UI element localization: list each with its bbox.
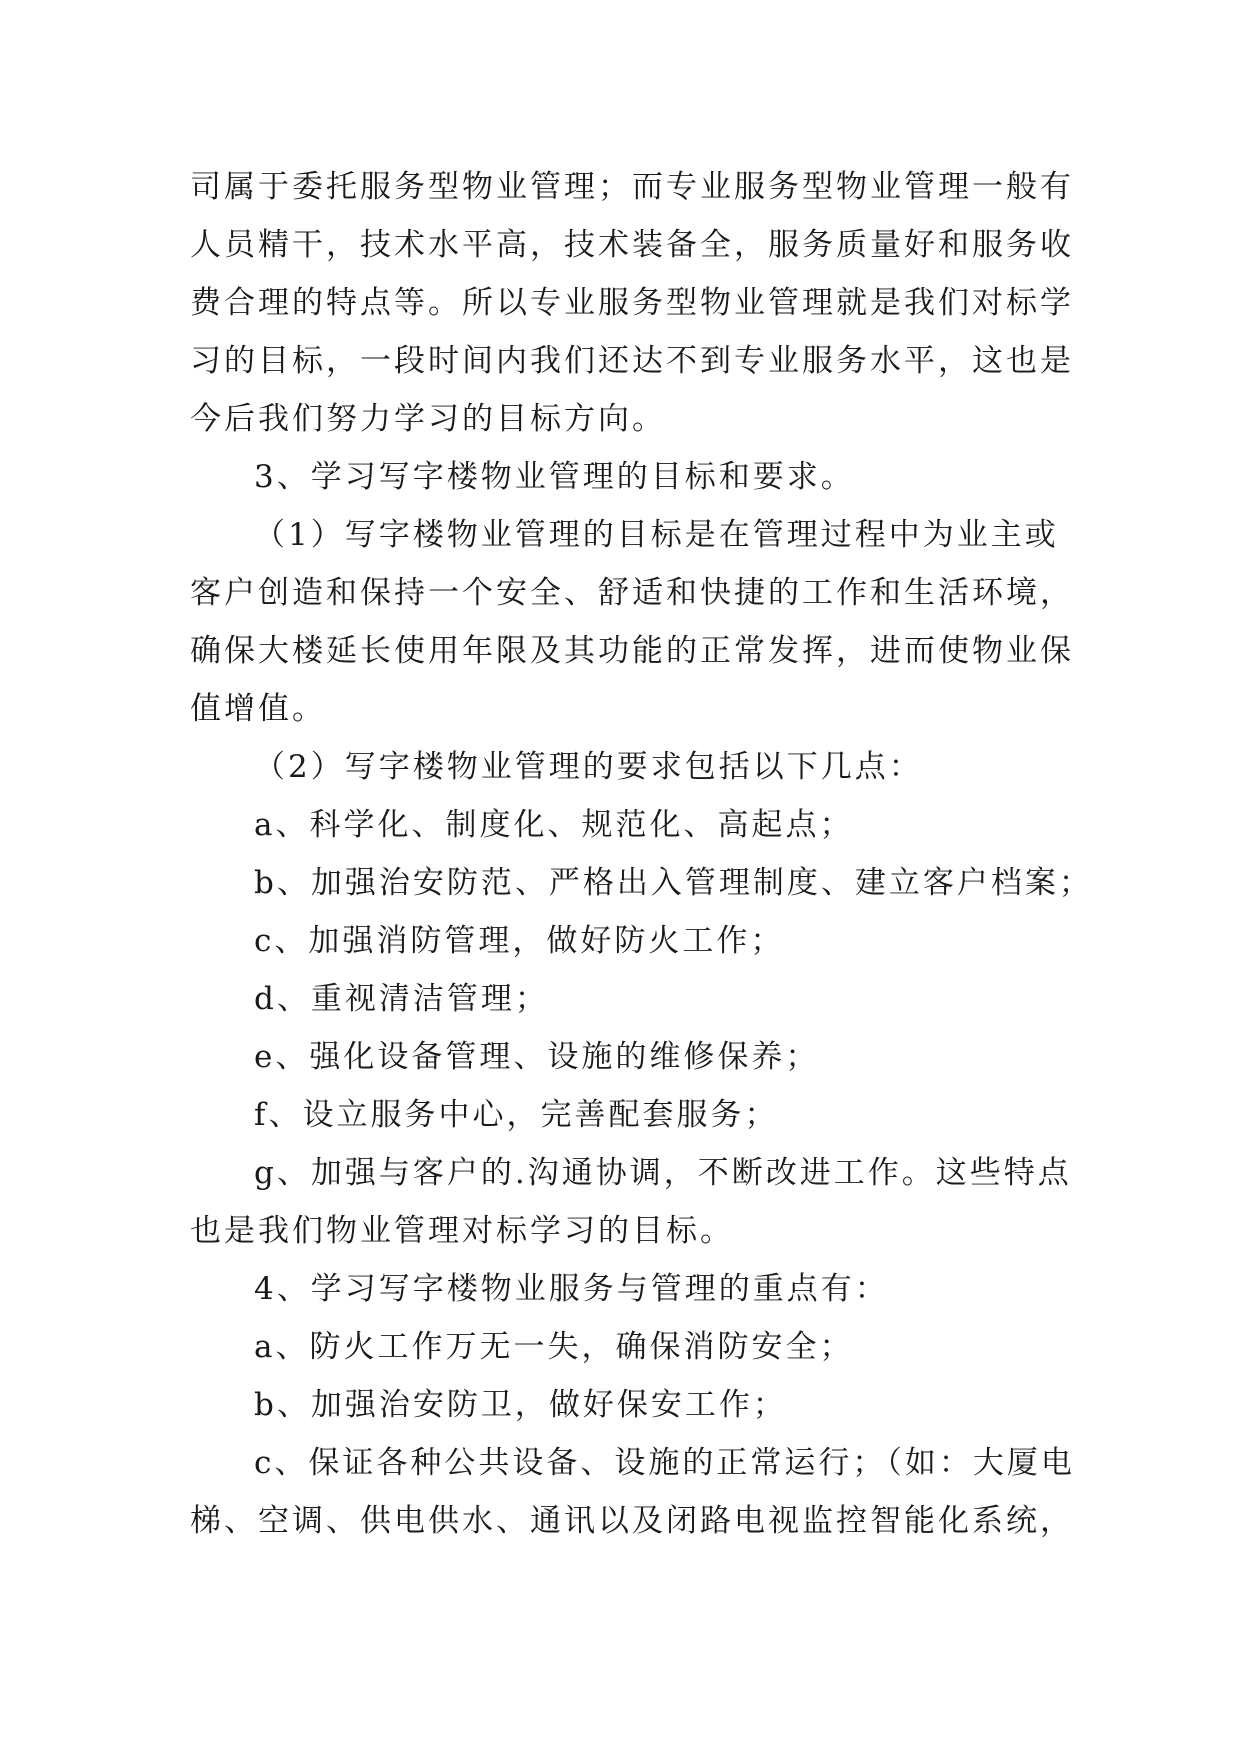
paragraph-start: （1）写字楼物业管理的目标是在管理过程中为业主或: [254, 517, 1059, 553]
list-item: c、加强消防管理，做好防火工作；: [254, 923, 785, 959]
list-item: b、加强治安防范、严格出入管理制度、建立客户档案；: [254, 865, 1093, 901]
section-heading: 3、学习写字楼物业管理的目标和要求。: [254, 459, 855, 495]
list-item: e、强化设备管理、设施的维修保养；: [254, 1039, 820, 1075]
text-line: 也是我们物业管理对标学习的目标。: [190, 1213, 734, 1249]
text-line: 司属于委托服务型物业管理；而专业服务型物业管理一般有: [190, 169, 1074, 205]
list-item: b、加强治安防卫，做好保安工作；: [254, 1387, 787, 1423]
text-line: 习的目标，一段时间内我们还达不到专业服务水平，这也是: [190, 343, 1074, 379]
list-item: a、科学化、制度化、规范化、高起点；: [254, 807, 854, 843]
text-line: 费合理的特点等。所以专业服务型物业管理就是我们对标学: [190, 285, 1074, 321]
list-item: f、设立服务中心，完善配套服务；: [254, 1097, 779, 1133]
text-line: 值增值。: [190, 691, 326, 727]
paragraph-start: （2）写字楼物业管理的要求包括以下几点：: [254, 749, 923, 785]
list-item: c、保证各种公共设备、设施的正常运行；（如：大厦电: [254, 1445, 1075, 1481]
list-item: d、重视清洁管理；: [254, 981, 549, 1017]
section-heading: 4、学习写字楼物业服务与管理的重点有：: [254, 1271, 889, 1307]
text-line: 人员精干，技术水平高，技术装备全，服务质量好和服务收: [190, 227, 1074, 263]
text-line: 今后我们努力学习的目标方向。: [190, 401, 666, 437]
text-line: 客户创造和保持一个安全、舒适和快捷的工作和生活环境，: [190, 575, 1074, 611]
list-item: a、防火工作万无一失，确保消防安全；: [254, 1329, 854, 1365]
document-body: [190, 158, 1093, 1550]
text-line: 确保大楼延长使用年限及其功能的正常发挥，进而使物业保: [190, 633, 1074, 669]
text-line: 梯、空调、供电供水、通讯以及闭路电视监控智能化系统，: [190, 1503, 1074, 1539]
list-item: g、加强与客户的.沟通协调，不断改进工作。这些特点: [254, 1155, 1072, 1191]
